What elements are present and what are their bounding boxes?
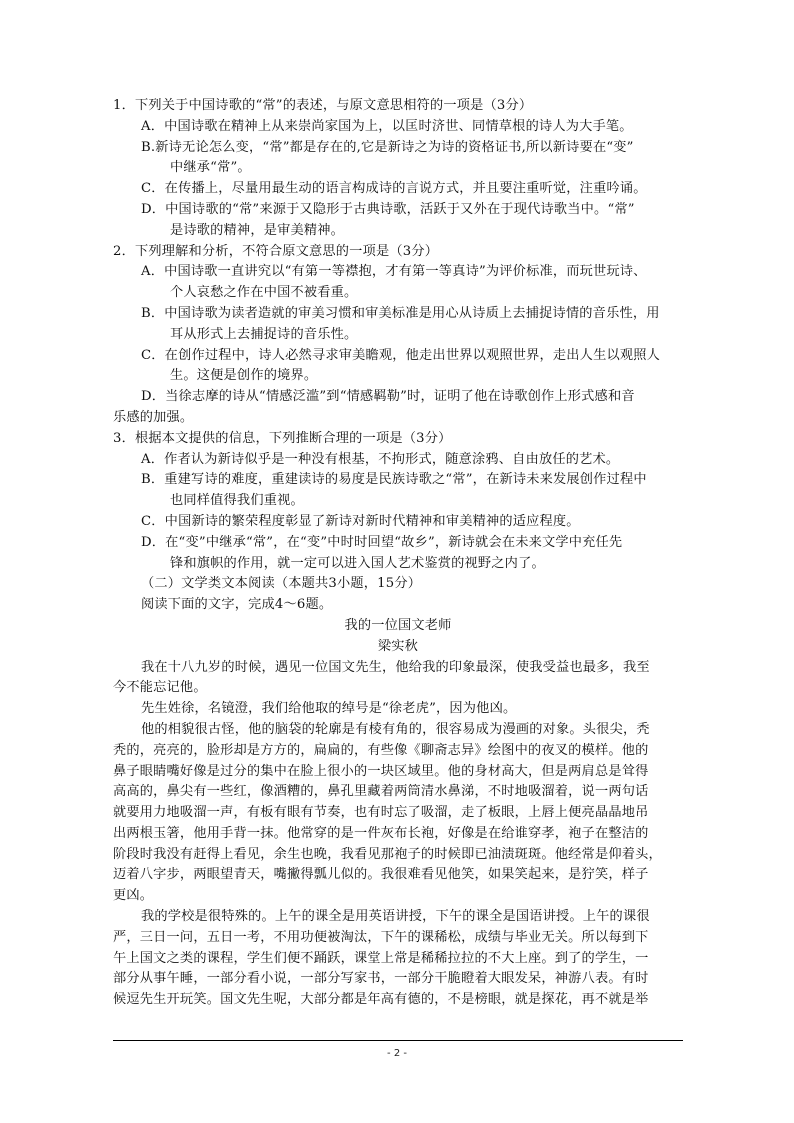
text-line: D．当徐志摩的诗从“情感泛滥”到“情感羁勒”时，证明了他在诗歌创作上形式感和音 (141, 389, 635, 405)
text-line: 也同样值得我们重视。 (170, 493, 304, 509)
page-number: - 2 - (387, 1048, 407, 1059)
text-line: C．在传播上，尽量用最生动的语言构成诗的言说方式，并且要注重听觉，注重吟诵。 (141, 181, 647, 197)
text-line: 乐感的加强。 (113, 409, 194, 425)
text-line: 先生姓徐，名镜澄，我们给他取的绰号是“徐老虎”，因为他凶。 (141, 701, 517, 717)
text-line: 3．根据本文提供的信息，下列推断合理的一项是（3分） (113, 430, 452, 446)
text-line: D．在“变”中继承“常”，在“变”中时时回望“故乡”，新诗就会在未来文学中充任先 (141, 534, 623, 550)
text-line: 阶段时我没有赶得上看见，余生也晚，我看见那袍子的时候即已油渍斑斑。他经常是仰着头， (113, 846, 662, 862)
text-line: 今不能忘记他。 (113, 680, 207, 696)
text-line: 梁实秋 (377, 638, 419, 654)
text-line: A．作者认为新诗似乎是一种没有根基，不拘形式，随意涂鸦、自由放任的艺术。 (141, 451, 620, 467)
text-line: C．在创作过程中，诗人必然寻求审美瞻观，他走出世界以观照世界，走出人生以观照人 (141, 347, 661, 363)
text-line: 秃的，亮亮的，脸形却是方方的，扁扁的，有些像《聊斋志异》绘图中的夜叉的模样。他的 (113, 742, 649, 758)
text-line: 午上国文之类的课程，学生们便不踊跃，课堂上常是稀稀拉拉的不大上座。到了的学生，一 (113, 950, 649, 966)
text-line: B．重建写诗的难度，重建读诗的易度是民族诗歌之“常”，在新诗未来发展创作过程中 (141, 472, 647, 488)
text-line: 2．下列理解和分析，不符合原文意思的一项是（3分） (113, 243, 439, 259)
text-line: 是诗歌的精神，是审美精神。 (170, 222, 345, 238)
text-line: 就要用力地吸溜一声，有板有眼有节奏，也有时忘了吸溜，走了板眼，上唇上便亮晶晶地吊 (113, 805, 649, 821)
text-line: 锋和旗帜的作用，就一定可以进入国人艺术鉴赏的视野之内了。 (170, 555, 545, 571)
footer-divider (113, 1040, 683, 1041)
text-line: 我的学校是很特殊的。上午的课全是用英语讲授，下午的课全是国语讲授。上午的课很 (141, 909, 650, 925)
text-line: 1．下列关于中国诗歌的“常”的表述，与原文意思相符的一项是（3分） (113, 98, 533, 113)
text-line: A．中国诗歌一直讲究以“有第一等襟抱，才有第一等真诗”为评价标准，而玩世玩诗、 (141, 264, 647, 280)
text-line: 我在十八九岁的时候，遇见一位国文先生，他给我的印象最深，使我受益也最多，我至 (141, 659, 650, 675)
text-line: 我的一位国文老师 (344, 617, 452, 633)
text-line: 个人哀愁之作在中国不被看重。 (170, 285, 358, 301)
text-line: 部分从事午睡，一部分看小说，一部分写家书，一部分干脆瞪着大眼发呆，神游八表。有时 (113, 971, 649, 987)
text-line: 候逗先生开玩笑。国文先生呢，大部分都是年高有德的，不是榜眼，就是探花，再不就是举 (113, 992, 649, 1008)
text-line: C．中国新诗的繁荣程度彰显了新诗对新时代精神和审美精神的适应程度。 (141, 513, 580, 529)
text-line: B．中国诗歌为读者造就的审美习惯和审美标准是用心从诗质上去捕捉诗情的音乐性，用 (141, 305, 660, 321)
text-line: 中继承“常”。 (170, 160, 251, 176)
text-line: 他的相貌很古怪，他的脑袋的轮廓是有棱有角的，很容易成为漫画的对象。头很尖，秃 (141, 721, 650, 737)
text-line: B.新诗无论怎么变，“常”都是存在的,它是新诗之为诗的资格证书,所以新诗要在“变” (141, 139, 634, 155)
text-line: 生。这便是创作的境界。 (170, 368, 318, 384)
text-line: A．中国诗歌在精神上从来崇尚家国为上，以匡时济世、同情草根的诗人为大手笔。 (141, 118, 633, 134)
text-line: 更凶。 (113, 888, 154, 904)
text-line: 阅读下面的文字，完成4～6题。 (141, 597, 333, 613)
document-body (113, 96, 683, 1011)
text-line: 鼻子眼睛嘴好像是过分的集中在脸上很小的一块区域里。他的身材高大，但是两肩总是耸得 (113, 763, 649, 779)
text-line: 耳从形式上去捕捉诗的音乐性。 (170, 326, 358, 342)
text-line: （二）文学类文本阅读（本题共3小题，15分） (141, 576, 422, 592)
text-line: D．中国诗歌的“常”来源于又隐形于古典诗歌，活跃于又外在于现代诗歌当中。“常” (141, 201, 635, 217)
text-line: 严，三日一问，五日一考，不用功便被淘汰，下午的课稀松，成绩与毕业无关。所以每到下 (113, 929, 649, 945)
text-line: 高高的，鼻尖有一些红，像酒糟的，鼻孔里藏着两筒清水鼻涕，不时地吸溜着，说一两句话 (113, 784, 649, 800)
text-line: 迈着八字步，两眼望青天，嘴撇得瓢儿似的。我很难看见他笑，如果笑起来，是狞笑，样子 (113, 867, 649, 883)
text-line: 出两根玉箸，他用手背一抹。他常穿的是一件灰布长袍，好像是在给谁穿孝，袍子在整洁的 (113, 825, 649, 841)
